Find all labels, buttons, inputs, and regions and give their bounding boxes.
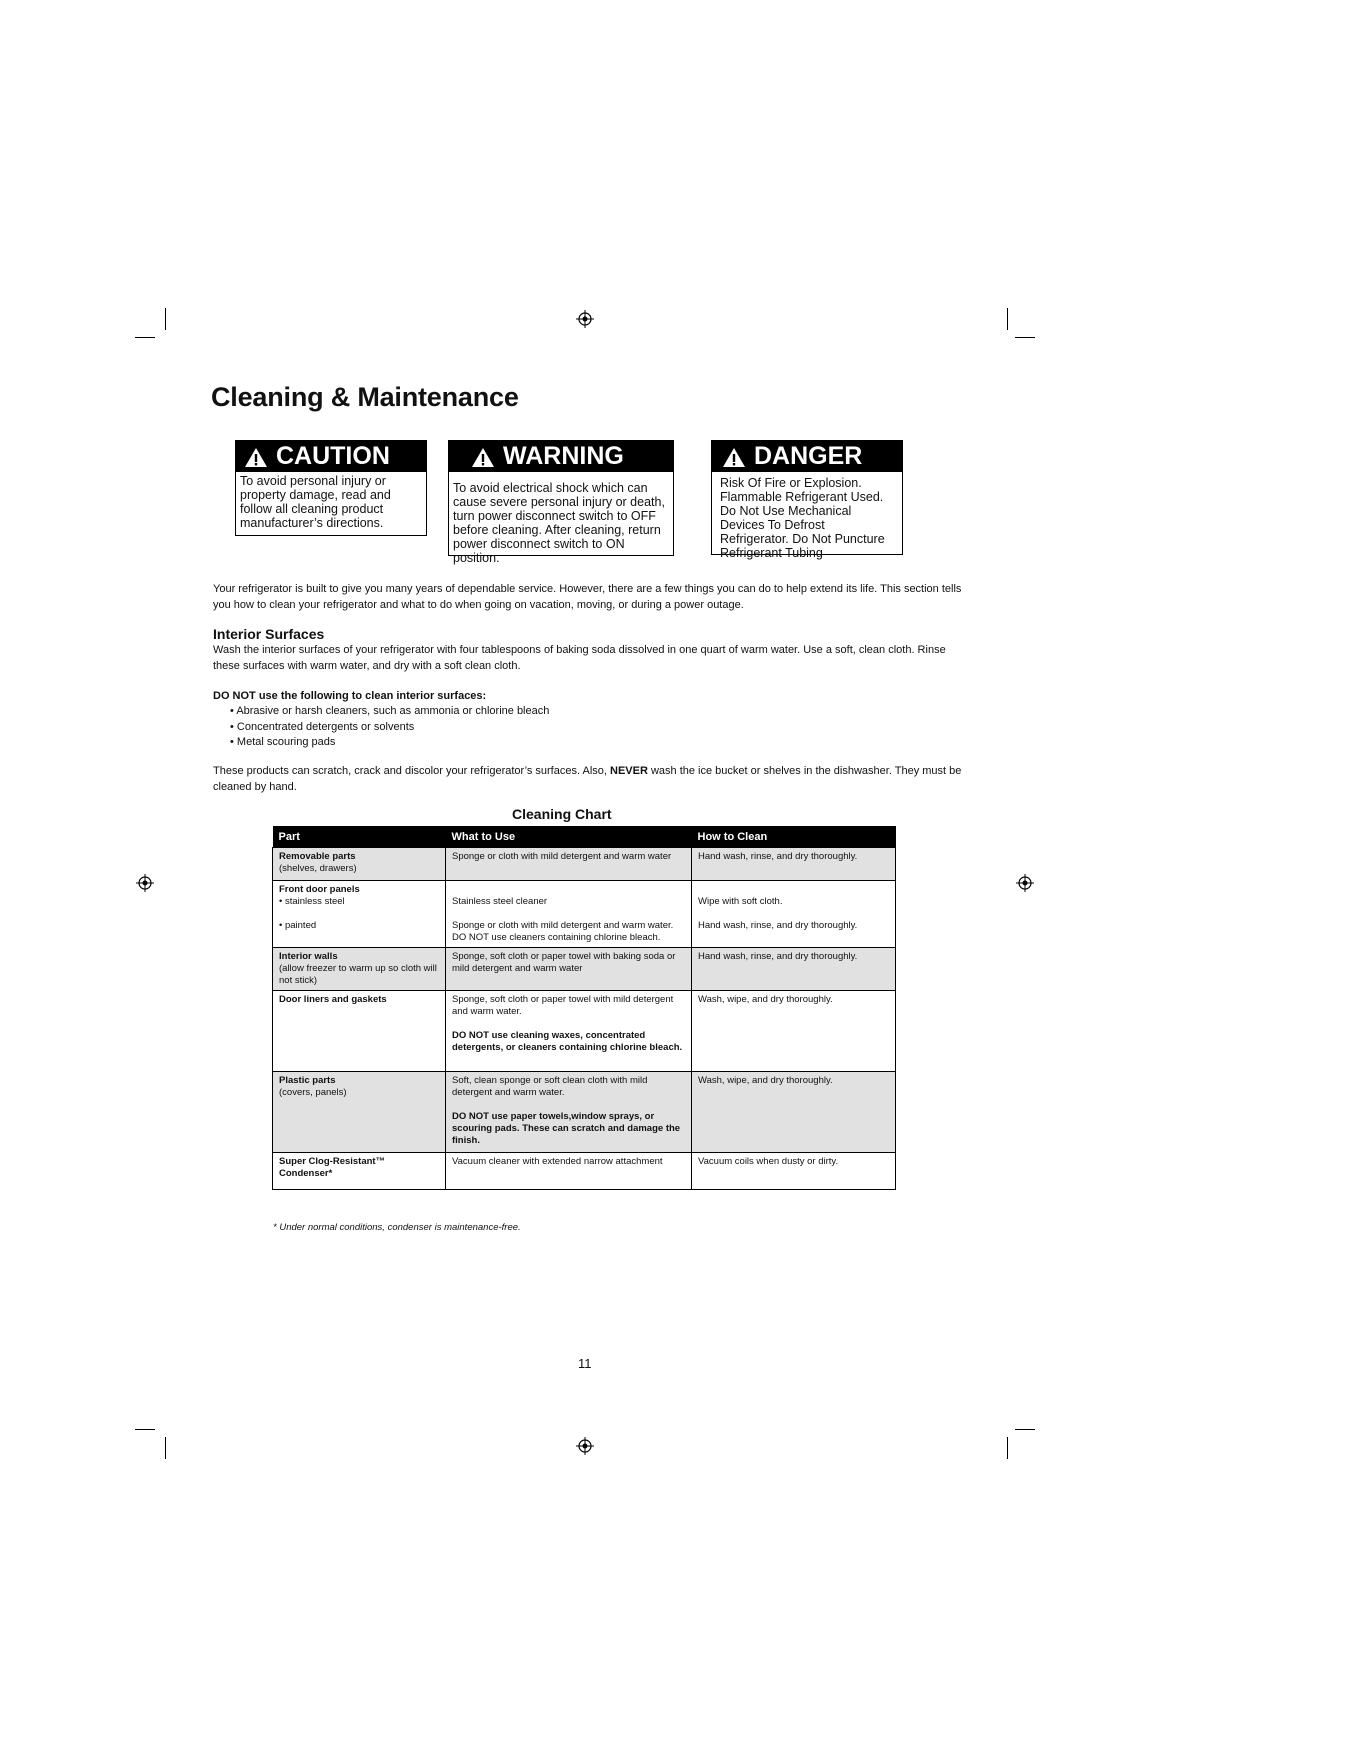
registration-mark-icon — [136, 874, 154, 892]
crop-mark — [135, 1429, 155, 1430]
cell-text: Sponge, soft cloth or paper towel with mild detergent and warm water. — [452, 994, 674, 1017]
table-cell — [273, 848, 446, 881]
closing-paragraph — [213, 764, 973, 795]
do-not-heading: DO NOT use the following to clean interior surfaces: — [213, 690, 487, 702]
table-header-row — [273, 826, 896, 848]
warning-header — [449, 441, 673, 472]
page-title: Cleaning & Maintenance — [211, 382, 519, 412]
table-row — [273, 881, 896, 948]
warning-triangle-icon — [244, 447, 268, 468]
crop-mark — [1015, 1429, 1035, 1430]
column-header: What to Use — [446, 826, 692, 848]
part-name: Removable parts — [279, 851, 356, 862]
part-detail: (shelves, drawers) — [279, 863, 357, 874]
table-cell — [273, 881, 446, 948]
closing-text: These products can scratch, crack and discolor your refrigerator’s surfaces. Also, — [213, 765, 607, 777]
footnote: * Under normal conditions, condenser is maintenance-free. — [273, 1222, 521, 1233]
table-cell — [273, 1072, 446, 1153]
danger-text: Risk Of Fire or Explosion. Flammable Refrigerant Used. Do Not Use Mechanical Devices To Defrost Refrigerator. Do Not Puncture Refrigerant Tubing — [720, 476, 885, 560]
page-number: 11 — [578, 1356, 592, 1371]
crop-mark — [1015, 337, 1035, 338]
table-cell: Hand wash, rinse, and dry thoroughly. — [692, 848, 896, 881]
table-row — [273, 848, 896, 881]
table-cell: Vacuum coils when dusty or dirty. — [692, 1153, 896, 1190]
part-detail: • stainless steel — [279, 896, 345, 907]
table-cell: Sponge or cloth with mild detergent and warm water — [446, 848, 692, 881]
list-item: • Abrasive or harsh cleaners, such as ammonia or chlorine bleach — [230, 704, 549, 720]
interior-heading: Interior Surfaces — [213, 626, 325, 642]
danger-header — [712, 441, 902, 472]
interior-paragraph: Wash the interior surfaces of your refrigerator with four tablespoons of baking soda dissolved in one quart of warm water. Use a soft, clean cloth. Rinse these surfaces with warm water, and dry with a soft clean cloth. — [213, 644, 946, 672]
registration-mark-icon — [1016, 874, 1034, 892]
warning-label: WARNING — [503, 442, 624, 470]
closing-emphasis: NEVER — [610, 765, 648, 777]
caution-label: CAUTION — [276, 442, 390, 470]
table-row — [273, 1153, 896, 1190]
cell-warning-text: DO NOT use cleaning waxes, concentrated detergents, or cleaners containing chlorine bleach. — [452, 1030, 683, 1053]
caution-header — [236, 441, 426, 472]
part-detail: • painted — [279, 920, 317, 931]
cell-warning-text: DO NOT use paper towels,window sprays, or scouring pads. These can scratch and damage the finish. — [452, 1111, 681, 1146]
table-row — [273, 1072, 896, 1153]
table-cell: Wash, wipe, and dry thoroughly. — [692, 1072, 896, 1153]
caution-text: To avoid personal injury or property damage, read and follow all cleaning product manufacturer’s directions. — [240, 474, 391, 530]
table-cell: Sponge, soft cloth or paper towel with baking soda or mild detergent and warm water — [446, 948, 692, 991]
table-cell: Wash, wipe, and dry thoroughly. — [692, 991, 896, 1072]
caution-sign — [235, 440, 427, 536]
registration-mark-icon — [576, 310, 594, 328]
do-not-list — [230, 704, 549, 751]
part-name: Super Clog-Resistant™ Condenser* — [279, 1156, 386, 1179]
crop-mark — [1007, 1437, 1008, 1459]
table-cell — [273, 948, 446, 991]
cell-text: Soft, clean sponge or soft clean cloth with mild detergent and warm water. — [452, 1075, 648, 1098]
table-row — [273, 948, 896, 991]
crop-mark — [135, 337, 155, 338]
crop-mark — [165, 308, 166, 330]
column-header: Part — [273, 826, 446, 848]
table-cell — [273, 991, 446, 1072]
warning-sign — [448, 440, 674, 565]
warning-triangle-icon — [471, 447, 495, 468]
column-header: How to Clean — [692, 826, 896, 848]
part-name: Front door panels — [279, 884, 360, 895]
table-cell: Hand wash, rinse, and dry thoroughly. — [692, 948, 896, 991]
closing-text: wash the ice bucket or shelves in the dishwasher. They must be cleaned by hand. — [213, 765, 962, 793]
table-cell — [446, 881, 692, 948]
crop-mark — [1007, 308, 1008, 330]
warning-text: To avoid electrical shock which can cause severe personal injury or death, turn power disconnect switch to OFF before cleaning. After cleaning, return power disconnect switch to ON position. — [453, 481, 665, 565]
cell-text: Hand wash, rinse, and dry thoroughly. — [698, 920, 858, 931]
part-name: Plastic parts — [279, 1075, 336, 1086]
warning-triangle-icon — [722, 447, 746, 468]
table-cell — [446, 991, 692, 1072]
table-cell — [446, 1072, 692, 1153]
danger-label: DANGER — [754, 442, 863, 470]
danger-sign — [711, 440, 903, 560]
chart-title: Cleaning Chart — [512, 806, 612, 822]
part-name: Door liners and gaskets — [279, 994, 387, 1005]
registration-mark-icon — [576, 1437, 594, 1455]
cell-text: Wipe with soft cloth. — [698, 896, 783, 907]
part-detail: (covers, panels) — [279, 1087, 347, 1098]
cleaning-chart-table — [272, 826, 896, 1190]
table-row — [273, 991, 896, 1072]
crop-mark — [165, 1437, 166, 1459]
part-name: Interior walls — [279, 951, 338, 962]
list-item: • Metal scouring pads — [230, 735, 549, 751]
table-cell — [273, 1153, 446, 1190]
part-detail: (allow freezer to warm up so cloth will not stick) — [279, 963, 437, 986]
cell-text: Stainless steel cleaner — [452, 896, 548, 907]
intro-paragraph: Your refrigerator is built to give you many years of dependable service. However, there are a few things you can do to help extend its life. This section tells you how to clean your refrigerator and what to do when going on vacation, moving, or during a power outage. — [213, 583, 962, 611]
cell-text: Sponge or cloth with mild detergent and warm water. DO NOT use cleaners containing chlorine bleach. — [452, 920, 674, 943]
list-item: • Concentrated detergents or solvents — [230, 720, 549, 736]
table-cell: Vacuum cleaner with extended narrow attachment — [446, 1153, 692, 1190]
table-cell — [692, 881, 896, 948]
